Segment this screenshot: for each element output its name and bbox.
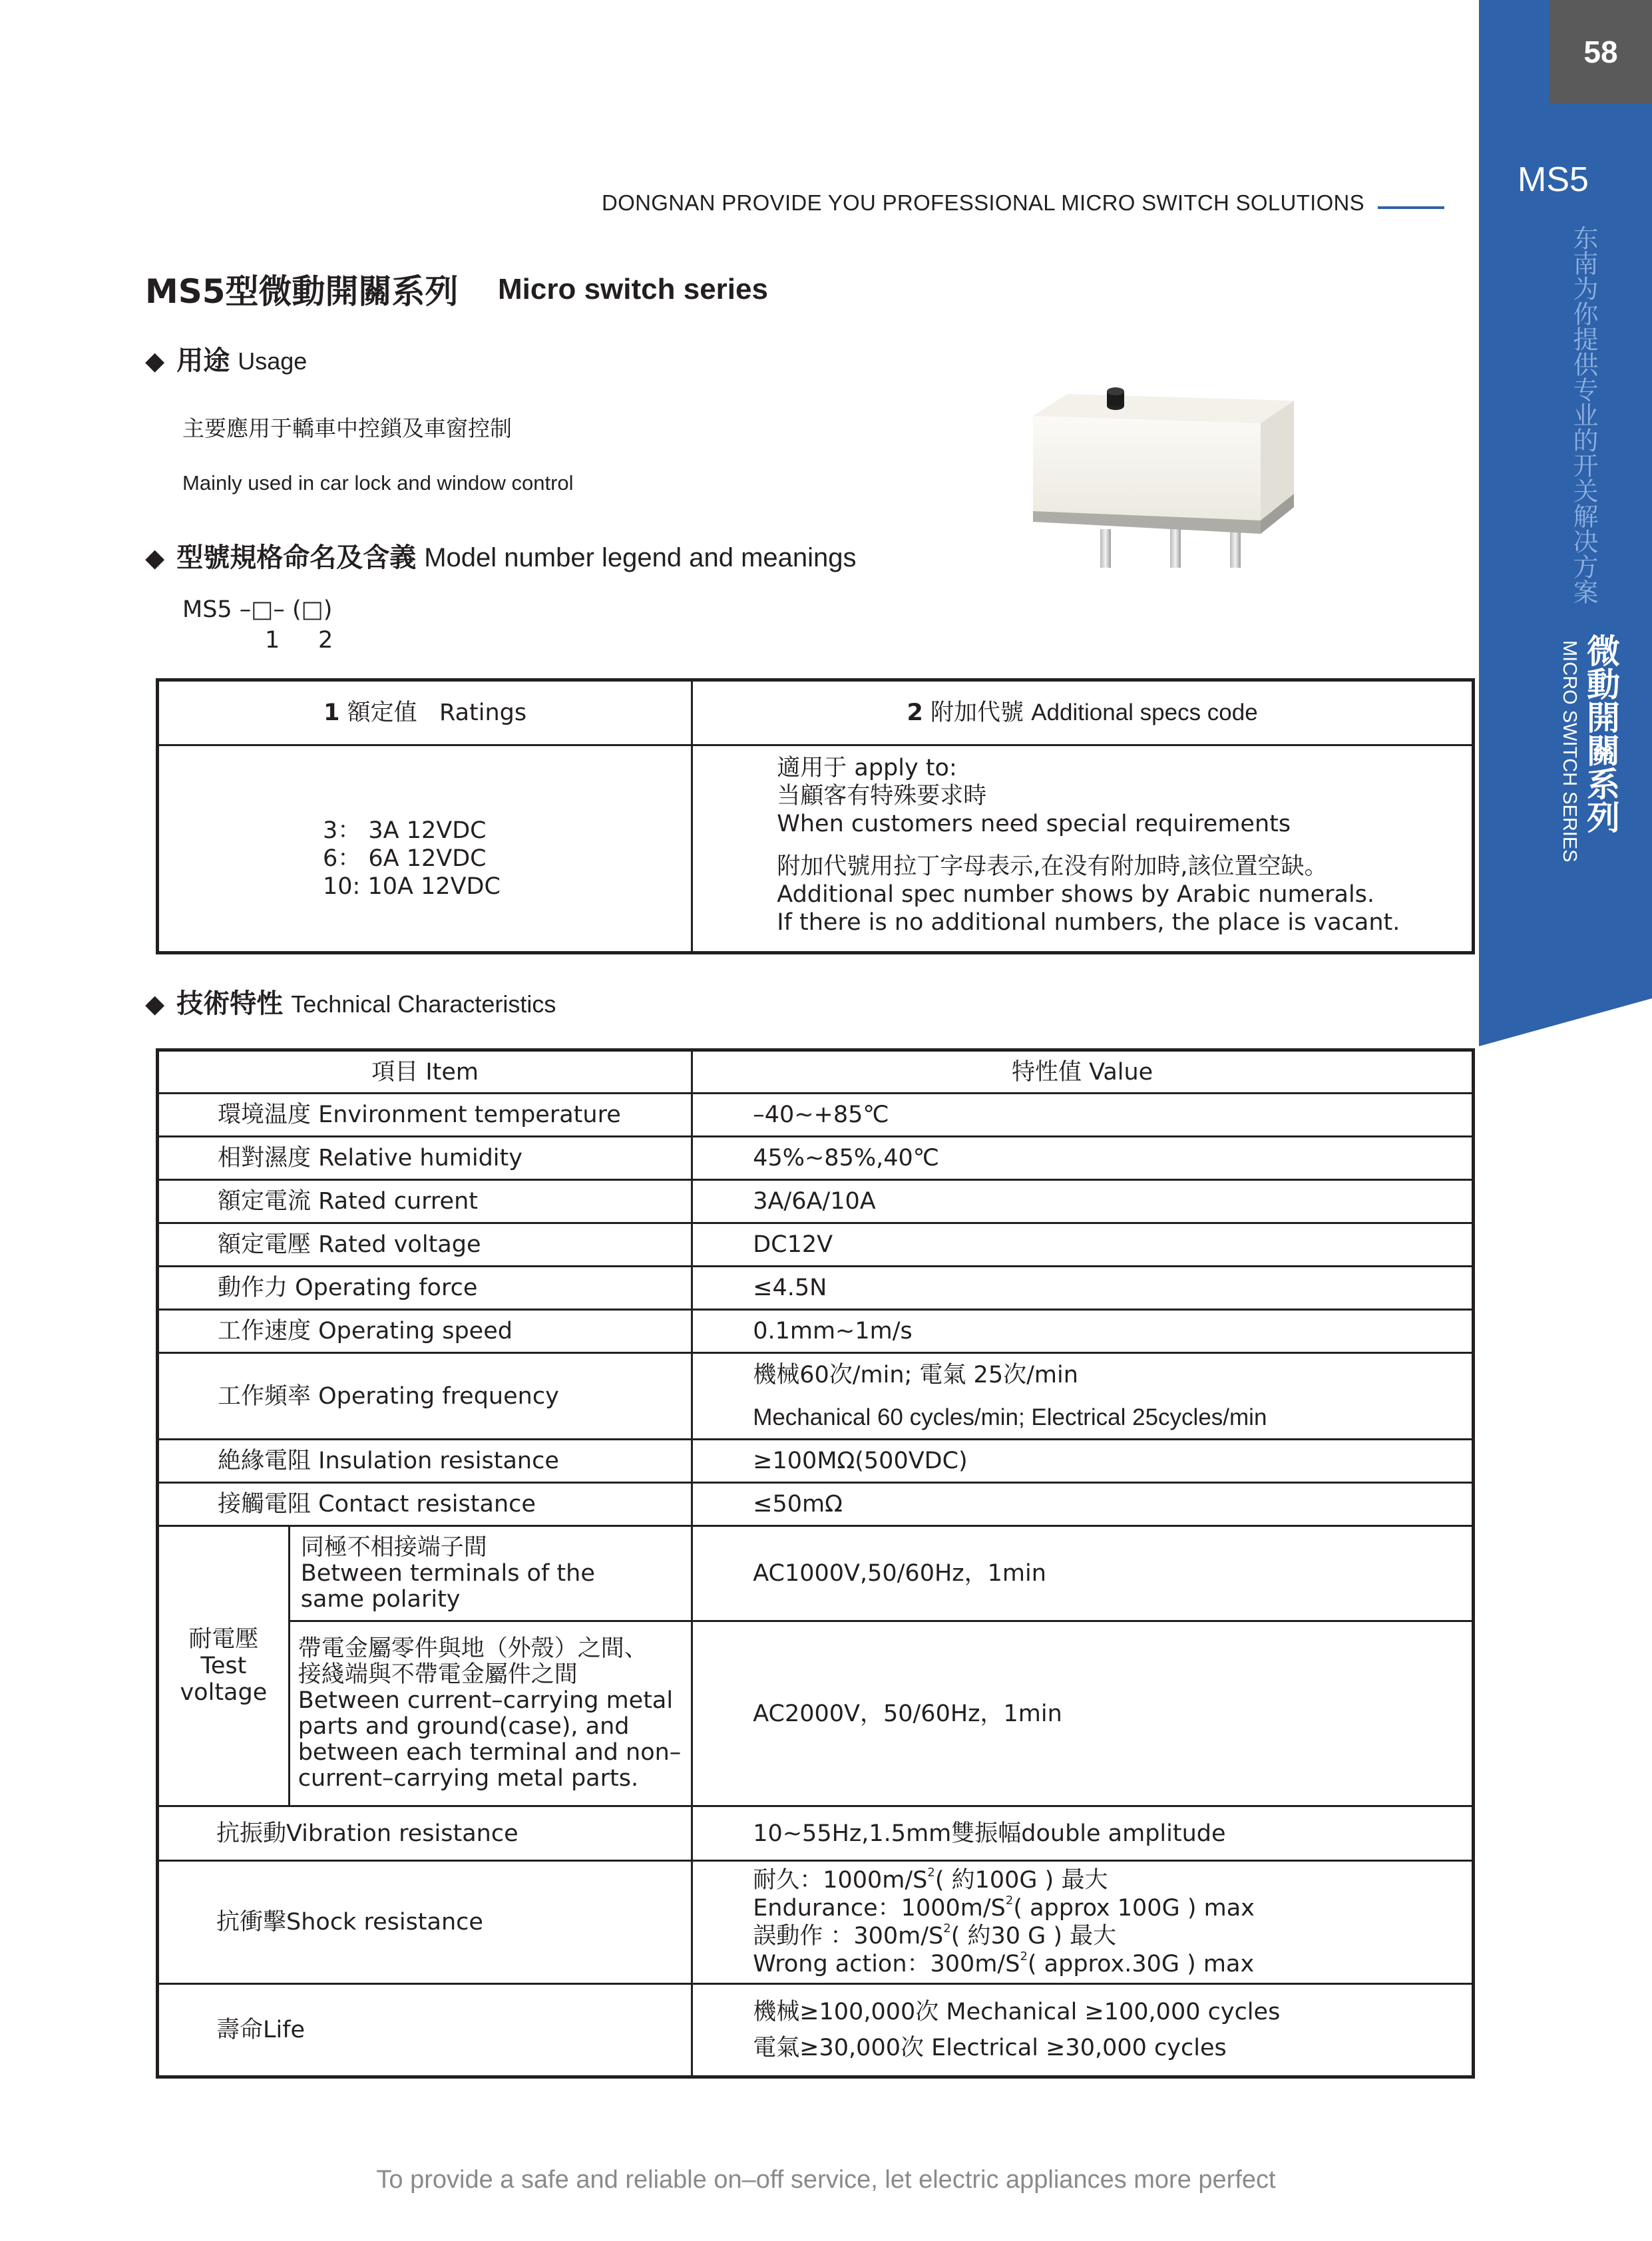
- rating-item: 10: 10A 12VDC: [323, 873, 501, 900]
- value-line: Mechanical 60 cycles/min; Electrical 25cycles/min: [753, 1404, 1267, 1430]
- technical-table: [156, 1048, 1475, 2079]
- item-line: parts and ground(case), and: [298, 1713, 630, 1740]
- rating-item: 6： 6A 12VDC: [323, 845, 487, 872]
- item-line: Between current–carrying metal: [298, 1687, 674, 1714]
- ratings-header-cell: [158, 680, 692, 745]
- test-voltage-item-2: [289, 1621, 692, 1806]
- technical-heading-cn: 技術特性: [176, 988, 284, 1019]
- table-row: [158, 1483, 1474, 1526]
- table-row: [158, 1180, 1474, 1223]
- test-voltage-item-1: [289, 1526, 692, 1621]
- specs-line: When customers need special requirements: [777, 811, 1291, 837]
- header-slogan: DONGNAN PROVIDE YOU PROFESSIONAL MICRO SWITCH SOLUTIONS: [602, 190, 1364, 215]
- model-legend-heading: [145, 536, 857, 574]
- page-title-cn: MS5型微動開關系列: [145, 272, 459, 311]
- item-line: same polarity: [300, 1585, 461, 1613]
- usage-heading-cn: 用途: [176, 345, 230, 376]
- model-legend-heading-cn: 型號規格命名及含義: [176, 542, 417, 573]
- table-row: [158, 1223, 1474, 1267]
- specs-line: 適用于 apply to:: [777, 755, 957, 781]
- table-row: [158, 1137, 1474, 1180]
- row-item: 額定電壓 Rated voltage: [158, 1223, 692, 1267]
- item-line: 同極不相接端子間: [300, 1533, 487, 1561]
- table-row: [158, 1353, 1474, 1440]
- model-index-2: 2: [318, 627, 333, 654]
- model-legend-heading-en: Model number legend and meanings: [424, 543, 857, 572]
- table-row: [158, 1621, 1474, 1806]
- row-value: 10~55Hz,1.5mm雙振幅double amplitude: [692, 1806, 1474, 1861]
- usage-text-en: Mainly used in car lock and window control: [182, 471, 574, 495]
- test-voltage-label: [158, 1526, 290, 1806]
- row-item: 相對濕度 Relative humidity: [158, 1137, 692, 1180]
- header-value: 特性值 Value: [692, 1050, 1474, 1094]
- row-value: DC12V: [692, 1223, 1474, 1267]
- row-item: 工作速度 Operating speed: [158, 1310, 692, 1353]
- specs-cell: [692, 745, 1474, 953]
- value-line: 誤動作 ：$300m/S^2$( 約30 G ) 最大: [753, 1922, 1117, 1949]
- specs-line: If there is no additional numbers, the place is vacant.: [777, 909, 1400, 936]
- micro-switch-illustration: [1030, 379, 1297, 572]
- tab-slogan: 东南为你提供专业的开关解决方案: [1569, 225, 1598, 604]
- test-voltage-en: Test: [200, 1653, 247, 1679]
- row-value: AC1000V,50/60Hz，1min: [692, 1526, 1474, 1621]
- row-value: [692, 1984, 1474, 2077]
- row-item: 壽命Life: [158, 1984, 692, 2077]
- row-value: ≥100MΩ(500VDC): [692, 1440, 1474, 1483]
- specs-header-cell: [692, 680, 1474, 745]
- specs-line: Additional spec number shows by Arabic numerals.: [777, 881, 1375, 908]
- technical-heading-en: Technical Characteristics: [291, 990, 556, 1018]
- col-number: 2: [907, 700, 923, 726]
- value-line: Endurance：$1000m/S^2$( approx 100G ) max: [753, 1894, 1255, 1922]
- test-voltage-cn: 耐電壓: [188, 1626, 259, 1653]
- usage-heading: [145, 339, 307, 377]
- row-value: 0.1mm~1m/s: [692, 1310, 1474, 1353]
- item-line: 接綫端與不帶電金屬件之間: [298, 1661, 578, 1688]
- rating-item: 3： 3A 12VDC: [323, 817, 487, 844]
- row-value: AC2000V，50/60Hz，1min: [692, 1621, 1474, 1806]
- tab-series-cn: 微動開關系列: [1581, 634, 1620, 833]
- table-row: [158, 1267, 1474, 1310]
- col-title-cn: 額定值: [347, 700, 417, 726]
- item-line: 帶電金屬零件與地（外殼）之間、: [298, 1635, 648, 1662]
- ratings-table-body: [158, 745, 1474, 953]
- value-line: 機械60次/min; 電氣 25次/min: [753, 1361, 1078, 1388]
- header-rule: [1378, 206, 1444, 209]
- test-voltage-en: voltage: [180, 1679, 268, 1706]
- table-row: [158, 1310, 1474, 1353]
- row-item: 絶緣電阻 Insulation resistance: [158, 1440, 692, 1483]
- table-row: [158, 1861, 1474, 1984]
- row-value: 3A/6A/10A: [692, 1180, 1474, 1223]
- model-code: MS5 –□– (□): [182, 596, 333, 623]
- table-row: [158, 1806, 1474, 1861]
- usage-text-cn: 主要應用于轎車中控鎖及車窗控制: [182, 415, 512, 441]
- table-row: [158, 1094, 1474, 1137]
- item-line: between each terminal and non–: [298, 1738, 682, 1766]
- usage-heading-en: Usage: [238, 347, 308, 375]
- ratings-table-header: [158, 680, 1474, 745]
- col-title-en: Ratings: [439, 700, 527, 726]
- table-row: [158, 1440, 1474, 1483]
- value-line: 機械≥100,000次 Mechanical ≥100,000 cycles: [753, 1999, 1281, 2025]
- model-index-1: 1: [265, 627, 280, 654]
- page-title-en: Micro switch series: [498, 273, 768, 306]
- row-value: –40~+85℃: [692, 1094, 1474, 1137]
- ratings-cell: [158, 745, 692, 953]
- header-item: 項目 Item: [158, 1050, 692, 1094]
- row-value: [692, 1353, 1474, 1440]
- specs-line: 当顧客有特殊要求時: [777, 783, 987, 809]
- col-title-cn: 附加代號: [930, 700, 1024, 726]
- col-title-en: Additional specs code: [1031, 700, 1258, 725]
- value-line: 耐久：$1000m/S^2$( 約100G ) 最大: [753, 1866, 1108, 1894]
- row-value: ≤4.5N: [692, 1267, 1474, 1310]
- value-line: Wrong action：$300m/S^2$( approx.30G ) max: [753, 1949, 1255, 1977]
- row-item: 抗振動Vibration resistance: [158, 1806, 692, 1861]
- ratings-table: [156, 678, 1475, 954]
- row-item: 環境温度 Environment temperature: [158, 1094, 692, 1137]
- technical-table-header: [158, 1050, 1474, 1094]
- row-item: 工作頻率 Operating frequency: [158, 1353, 692, 1440]
- table-row: [158, 1984, 1474, 2077]
- item-line: current–carrying metal parts.: [298, 1764, 639, 1792]
- diamond-icon: ◆: [145, 346, 165, 375]
- row-item: 抗衝擊Shock resistance: [158, 1861, 692, 1984]
- value-line: 電氣≥30,000次 Electrical ≥30,000 cycles: [753, 2035, 1227, 2061]
- tab-series-en: MICRO SWITCH SERIES: [1559, 640, 1580, 863]
- specs-line: 附加代號用拉丁字母表示,在没有附加時,該位置空缺。: [777, 853, 1328, 880]
- page-number: 58: [1549, 0, 1652, 103]
- col-number: 1: [323, 700, 340, 726]
- row-value: 45%~85%,40℃: [692, 1137, 1474, 1180]
- row-value: [692, 1861, 1474, 1984]
- side-tab: [1479, 0, 1652, 1046]
- row-value: ≤50mΩ: [692, 1483, 1474, 1526]
- diamond-icon: ◆: [145, 989, 165, 1018]
- technical-heading: [145, 982, 556, 1020]
- row-item: 額定電流 Rated current: [158, 1180, 692, 1223]
- tab-model-name: MS5: [1518, 160, 1589, 199]
- row-item: 接觸電阻 Contact resistance: [158, 1483, 692, 1526]
- table-row: [158, 1526, 1474, 1621]
- item-line: Between terminals of the: [300, 1559, 595, 1587]
- footer-slogan: To provide a safe and reliable on–off service, let electric appliances more perfect: [376, 2166, 1276, 2194]
- row-item: 動作力 Operating force: [158, 1267, 692, 1310]
- diamond-icon: ◆: [145, 543, 165, 572]
